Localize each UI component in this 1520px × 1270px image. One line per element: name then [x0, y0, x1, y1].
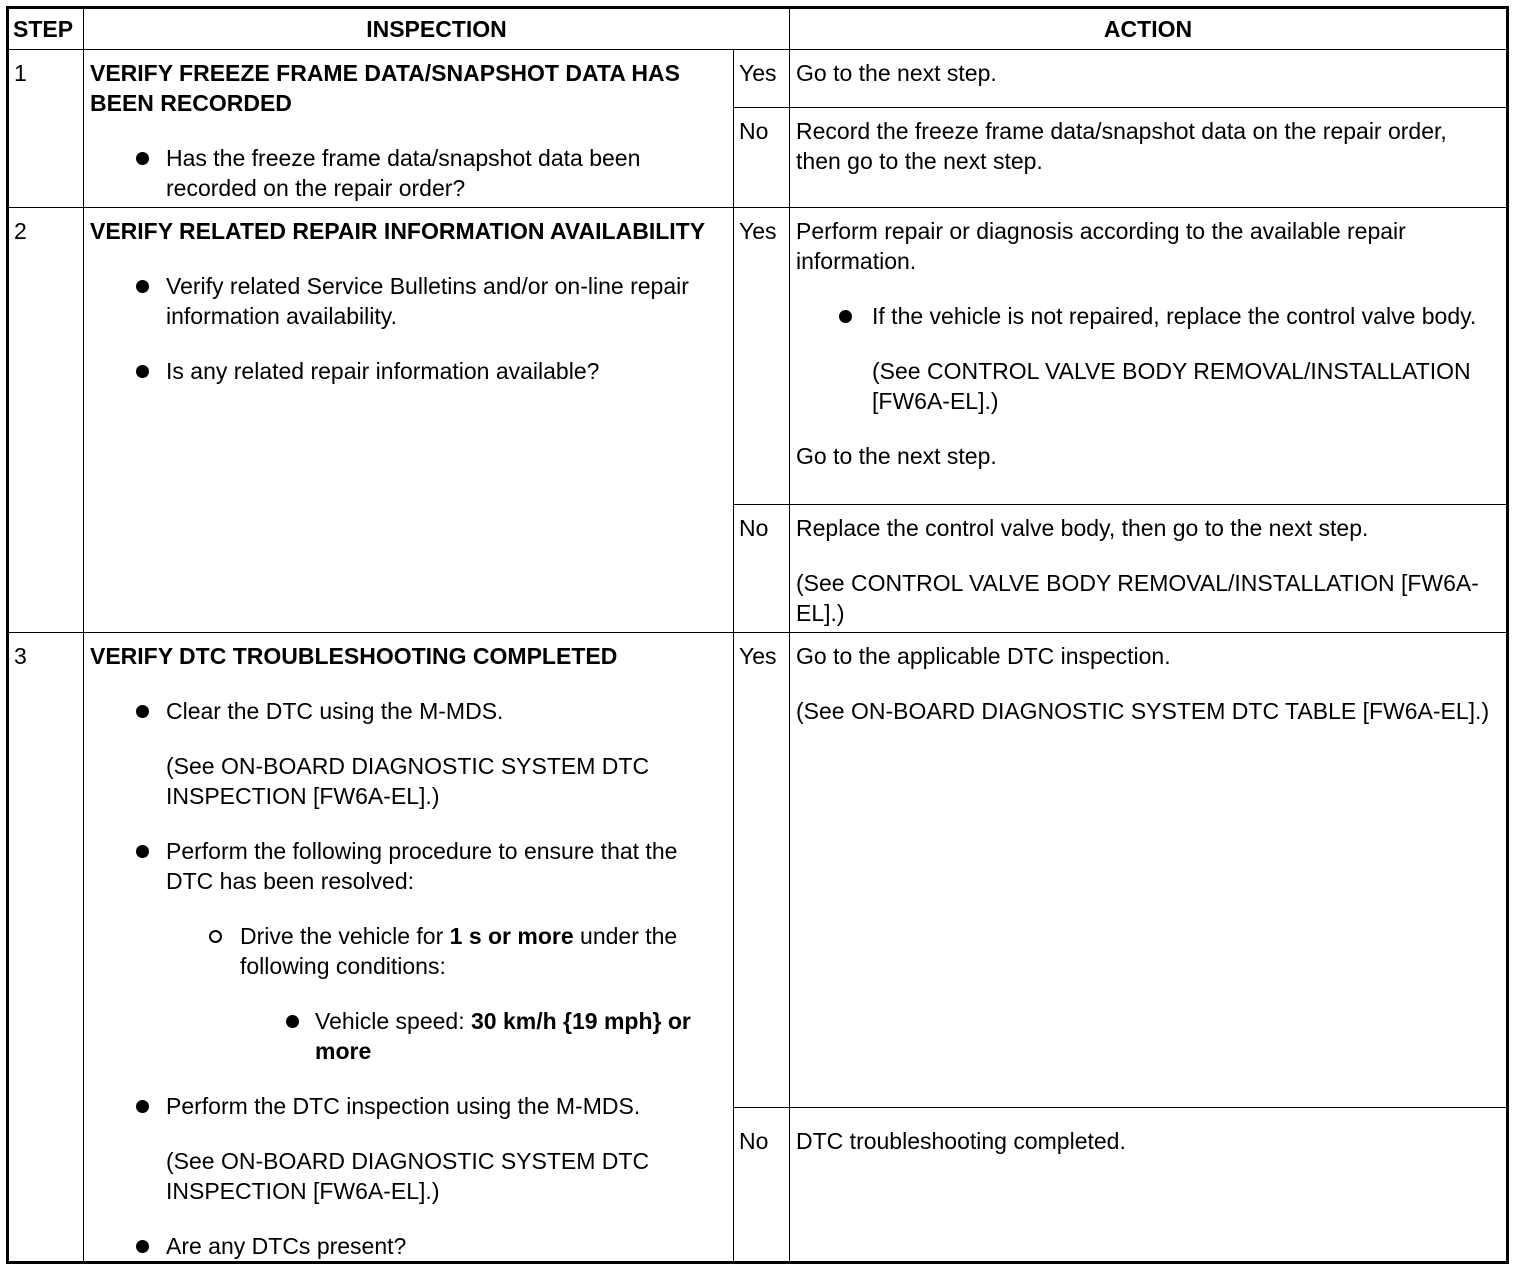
- step-3-yes-row: [8, 633, 1508, 1108]
- action-header: ACTION: [790, 8, 1508, 50]
- step-2-yes-text: Perform repair or diagnosis according to the available repair information.: [796, 218, 1406, 274]
- step-2-yes-reference: (See CONTROL VALVE BODY REMOVAL/INSTALLATION [FW6A-EL].): [872, 358, 1471, 414]
- step-1-title: VERIFY FREEZE FRAME DATA/SNAPSHOT DATA HAS BEEN RECORDED: [90, 60, 680, 116]
- step-2-yes-next: Go to the next step.: [796, 443, 997, 469]
- step-3-reference-3: (See ON-BOARD DIAGNOSTIC SYSTEM DTC INSPECTION [FW6A-EL].): [166, 1148, 650, 1204]
- step-2-bullet-1: Verify related Service Bulletins and/or on-line repair information availability.: [90, 271, 723, 331]
- step-3-bullet-3: Perform the DTC inspection using the M-MDS.: [90, 1091, 723, 1121]
- sub-bullet-text-post: under the following conditions:: [240, 923, 678, 979]
- step-2-title: VERIFY RELATED REPAIR INFORMATION AVAILABILITY: [90, 218, 706, 244]
- step-3-number: 3: [8, 633, 84, 1263]
- step-3-no-label: No: [734, 1108, 790, 1263]
- step-2-no-reference: (See CONTROL VALVE BODY REMOVAL/INSTALLATION [FW6A-EL].): [796, 570, 1479, 626]
- step-2-no-action: [790, 505, 1508, 633]
- step-1-no-label: No: [734, 108, 790, 208]
- step-1-number: 1: [8, 50, 84, 208]
- step-2-no-text: Replace the control valve body, then go to the next step.: [796, 515, 1369, 541]
- step-3-bullet-1: Clear the DTC using the M-MDS.: [90, 696, 723, 726]
- step-2-inspection: [84, 208, 734, 633]
- inspection-header: INSPECTION: [84, 8, 790, 50]
- sub-sub-bullet-text-pre: Vehicle speed:: [315, 1008, 472, 1034]
- step-1-bullet: Has the freeze frame data/snapshot data been recorded on the repair order?: [90, 143, 723, 203]
- step-1-no-action: Record the freeze frame data/snapshot data on the repair order, then go to the next step.: [790, 108, 1508, 208]
- step-3-sub-bullet: [90, 921, 723, 981]
- step-2-yes-action: [790, 208, 1508, 505]
- step-3-bullet-2: Perform the following procedure to ensure that the DTC has been resolved:: [90, 836, 723, 896]
- step-2-no-label: No: [734, 505, 790, 633]
- step-3-inspection: [84, 633, 734, 1263]
- sub-sub-bullet-text-bold: 30 km/h {19 mph} or more: [315, 1008, 691, 1064]
- step-1-yes-label: Yes: [734, 50, 790, 108]
- step-3-yes-reference: (See ON-BOARD DIAGNOSTIC SYSTEM DTC TABLE [FW6A-EL].): [796, 698, 1490, 724]
- step-3-no-action: DTC troubleshooting completed.: [790, 1108, 1508, 1263]
- step-2-yes-bullet: If the vehicle is not repaired, replace the control valve body.: [796, 301, 1496, 331]
- step-1-yes-row: [8, 50, 1508, 108]
- step-3-title: VERIFY DTC TROUBLESHOOTING COMPLETED: [90, 643, 618, 669]
- step-3-sub-sub-bullet: [90, 1006, 723, 1066]
- step-3-bullet-4: Are any DTCs present?: [90, 1231, 723, 1261]
- step-3-reference-1: (See ON-BOARD DIAGNOSTIC SYSTEM DTC INSPECTION [FW6A-EL].): [166, 753, 650, 809]
- step-header: STEP: [8, 8, 84, 50]
- step-2-bullet-2: Is any related repair information available?: [90, 356, 723, 386]
- step-3-yes-label: Yes: [734, 633, 790, 1108]
- step-2-number: 2: [8, 208, 84, 633]
- step-2-yes-label: Yes: [734, 208, 790, 505]
- sub-bullet-text-pre: Drive the vehicle for: [240, 923, 450, 949]
- step-2-yes-row: [8, 208, 1508, 505]
- step-3-yes-text: Go to the applicable DTC inspection.: [796, 643, 1171, 669]
- sub-bullet-text-bold: 1 s or more: [449, 923, 574, 949]
- step-1-inspection: [84, 50, 734, 208]
- diagnostic-procedure-table: [6, 6, 1509, 1264]
- step-1-yes-action: Go to the next step.: [790, 50, 1508, 108]
- step-3-yes-action: [790, 633, 1508, 1108]
- header-row: [8, 8, 1508, 50]
